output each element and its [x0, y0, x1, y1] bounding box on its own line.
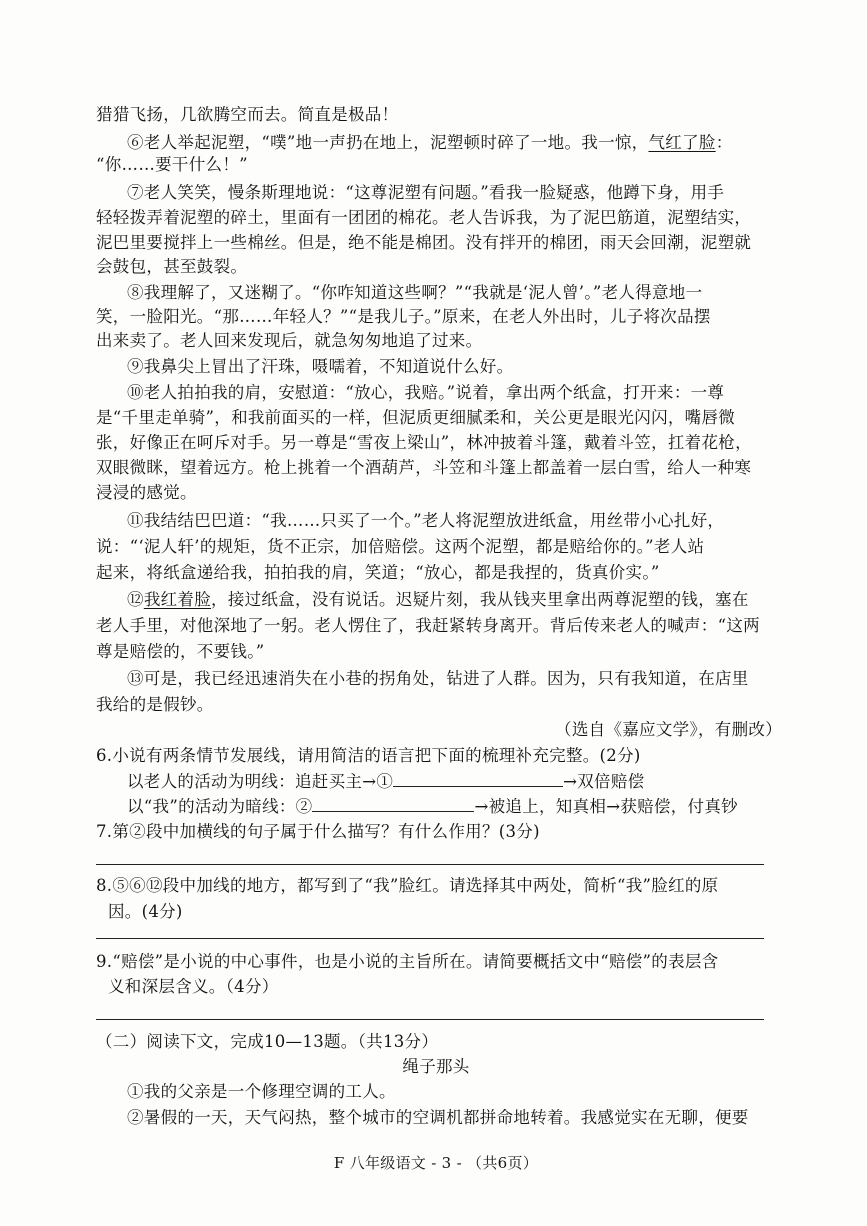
- answer-line-q7[interactable]: [96, 864, 764, 865]
- section-2-p1: ①我的父亲是一个修理空调的工人。: [127, 1082, 396, 1101]
- story-p10-line1: ⑩老人拍拍我的肩，安慰道：“放心，我赔。”说着，拿出两个纸盒，打开来：一尊: [127, 383, 725, 402]
- question-6-stem: 6.小说有两条情节发展线，请用简洁的语言把下面的梳理补充完整。(2分): [96, 746, 641, 765]
- question-7-stem: 7.第②段中加横线的句子属于什么描写？有什么作用？(3分): [96, 822, 540, 841]
- story-p12-line3: 尊是赔偿的，不要钱。”: [96, 642, 265, 661]
- story-p6-line1: ⑥老人举起泥塑，“噗”地一声扔在地上，泥塑顿时碎了一地。我一惊，气红了脸：: [127, 133, 733, 152]
- answer-blank-2[interactable]: [312, 793, 474, 812]
- story-p12-line2: 老人手里，对他深地了一躬。老人愣住了，我赶紧转身离开。背后传来老人的喊声：“这两: [96, 616, 760, 635]
- story-p8-line1: ⑧我理解了，又迷糊了。“你咋知道这些啊？”“我就是‘泥人曾’。”老人得意地一: [127, 283, 703, 302]
- story-p8-line2: 笑，一脸阳光。“那……年轻人？”“是我儿子。”原来，在老人外出时，儿子将次品摆: [96, 307, 711, 326]
- story-p10-line2: 是“千里走单骑”，和我前面买的一样，但泥质更细腻柔和，关公更是眼光闪闪，嘴唇微: [96, 408, 736, 427]
- story-p7-line1: ⑦老人笑笑，慢条斯理地说：“这尊泥塑有问题。”看我一脸疑惑，他蹲下身，用手: [127, 183, 725, 202]
- section-2-heading: （二）阅读下文，完成10—13题。（共13分）: [96, 1032, 439, 1051]
- question-6-line1: 以老人的活动为明线：追赶买主→① →双倍赔偿: [127, 765, 777, 798]
- question-6-line2: 以“我”的活动为暗线：② →被追上，知真相→获赔偿，付真钞: [127, 790, 777, 823]
- story-p7-line4: 会鼓包，甚至鼓裂。: [96, 257, 248, 276]
- story-p11-line1: ⑪我结结巴巴道：“我……只买了一个。”老人将泥塑放进纸盒，用丝带小心扎好，: [127, 511, 725, 530]
- page-footer: F 八年级语文 - 3 - （共6页）: [333, 1154, 539, 1172]
- story-p8-line3: 出来卖了。老人回来发现后，就急匆匆地追了过来。: [96, 331, 483, 350]
- story-p10-line5: 浸浸的感觉。: [96, 483, 197, 502]
- section-2-p2: ②暑假的一天，天气闷热，整个城市的空调机都拼命地转着。我感觉实在无聊，便要: [127, 1108, 749, 1127]
- story-p7-line3: 泥巴里要搅拌上一些棉丝。但是，绝不能是棉团。没有拌开的棉团，雨天会回潮，泥塑就: [96, 233, 752, 252]
- story-p11-line2: 说：“‘泥人轩’的规矩，货不正宗，加倍赔偿。这两个泥塑，都是赔给你的。”老人站: [96, 537, 705, 556]
- question-8-line1: 8.⑤⑥⑫段中加线的地方，都写到了“我”脸红。请选择其中两处，简析“我”脸红的原: [96, 876, 719, 895]
- story-p5-tail: 猎猎飞扬，几欲腾空而去。简直是极品！: [96, 105, 399, 124]
- underlined-phrase: 气红了脸: [648, 133, 716, 152]
- answer-line-q8[interactable]: [96, 938, 764, 939]
- source-note: （选自《嘉应文学》，有删改）: [555, 720, 782, 739]
- story-p10-line4: 双眼微眯，望着远方。枪上挑着一个酒葫芦，斗笠和斗篷上都盖着一层白雪，给人一种寒: [96, 458, 752, 477]
- answer-blank-1[interactable]: [393, 768, 563, 787]
- story-p11-line3: 起来，将纸盒递给我，拍拍我的肩，笑道；“放心，都是我捏的，货真价实。”: [96, 563, 660, 582]
- question-8-line2: 因。(4分): [108, 902, 183, 921]
- answer-line-q9[interactable]: [96, 1019, 764, 1020]
- question-9-line2: 义和深层含义。（4分）: [108, 977, 279, 996]
- question-9-line1: 9.“赔偿”是小说的中心事件，也是小说的主旨所在。请简要概括文中“赔偿”的表层含: [96, 952, 719, 971]
- story-p13-line2: 我给的是假钞。: [96, 695, 214, 714]
- story-p9: ⑨我鼻尖上冒出了汗珠，嗫嚅着，不知道说什么好。: [127, 357, 514, 376]
- underlined-phrase: 我红着脸: [143, 590, 212, 609]
- story-p6-line2: “你……要干什么！”: [96, 155, 248, 174]
- section-2-title: 绳子那头: [402, 1057, 470, 1076]
- story-p7-line2: 轻轻拨弄着泥塑的碎土，里面有一团团的棉花。老人告诉我，为了泥巴筋道，泥塑结实，: [96, 208, 752, 227]
- story-p10-line3: 张，好像正在呵斥对手。另一尊是“雪夜上梁山”，林冲披着斗篷，戴着斗笠，扛着花枪，: [96, 433, 752, 452]
- story-p13-line1: ⑬可是，我已经迅速消失在小巷的拐角处，钻进了人群。因为，只有我知道，在店里: [127, 669, 749, 688]
- story-p12-line1: ⑫我红着脸，接过纸盒，没有说话。迟疑片刻，我从钱夹里拿出两尊泥塑的钱，塞在: [127, 590, 749, 609]
